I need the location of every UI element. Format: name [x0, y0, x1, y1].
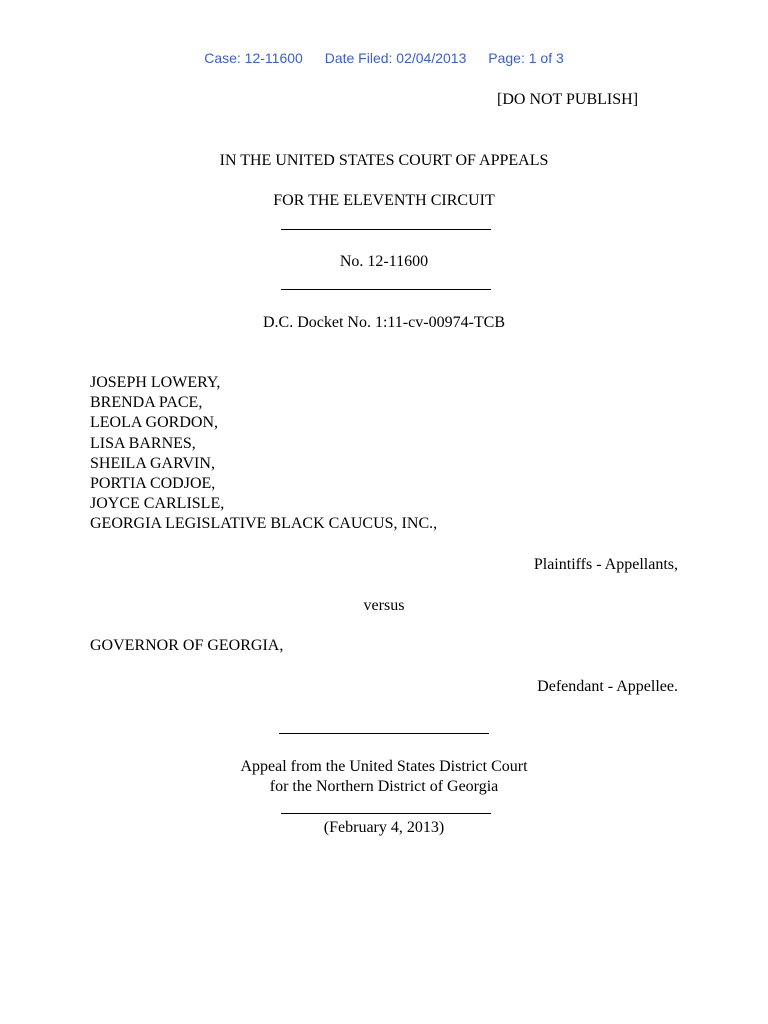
plaintiff-name: BRENDA PACE,	[90, 394, 203, 412]
divider	[281, 229, 491, 230]
divider	[281, 289, 491, 290]
plaintiff-name: LEOLA GORDON,	[90, 414, 218, 432]
plaintiff-name: JOSEPH LOWERY,	[90, 374, 221, 391]
plaintiff-name: SHEILA GARVIN,	[90, 454, 215, 472]
divider	[281, 813, 491, 814]
decision-date: (February 4, 2013)	[323, 819, 445, 836]
appeal-number: No. 12-11600	[339, 253, 429, 270]
versus-label: versus	[363, 597, 405, 614]
defendant-role: Defendant - Appellee.	[537, 678, 678, 695]
appeal-district: for the Northern District of Georgia	[269, 778, 499, 795]
court-name: IN THE UNITED STATES COURT OF APPEALS	[219, 152, 549, 169]
page-count-header: Page: 1 of 3	[488, 50, 564, 66]
plaintiff-name: GEORGIA LEGISLATIVE BLACK CAUCUS, INC.,	[90, 515, 438, 533]
docket-number: D.C. Docket No. 1:11-cv-00974-TCB	[262, 314, 506, 331]
appeal-origin: Appeal from the United States District Court	[240, 758, 528, 775]
defendant-name: GOVERNOR OF GEORGIA,	[90, 637, 284, 654]
plaintiff-name: LISA BARNES,	[90, 434, 196, 452]
publish-notice: [DO NOT PUBLISH]	[497, 91, 639, 108]
plaintiff-name: PORTIA CODJOE,	[90, 474, 216, 492]
court-circuit: FOR THE ELEVENTH CIRCUIT	[273, 192, 495, 209]
plaintiffs-list	[90, 373, 437, 535]
case-number-header: Case: 12-11600	[204, 50, 303, 66]
divider	[279, 733, 489, 734]
date-filed-header: Date Filed: 02/04/2013	[324, 50, 467, 66]
plaintiff-name: JOYCE CARLISLE,	[90, 495, 225, 513]
filing-header	[0, 48, 768, 68]
plaintiffs-role: Plaintiffs - Appellants,	[533, 556, 678, 573]
